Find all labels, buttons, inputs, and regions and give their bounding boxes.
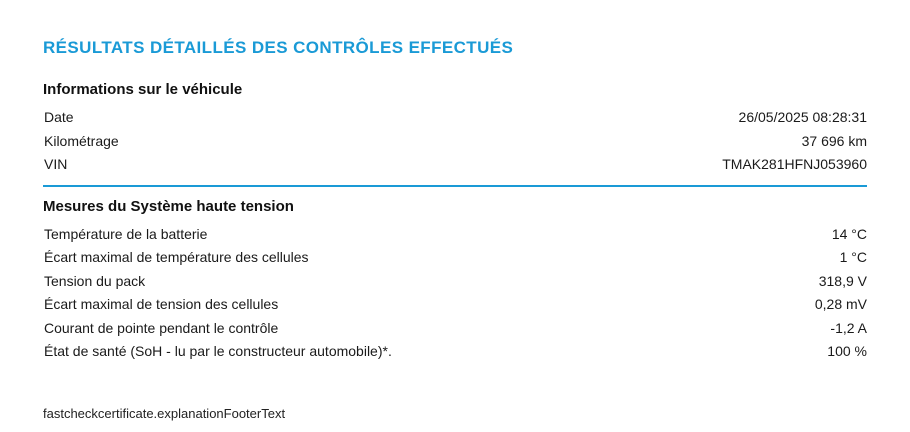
- vehicle-info-rows: [43, 106, 867, 177]
- measure-row-cell-voltage-gap: [43, 293, 867, 317]
- info-row-vin: [43, 153, 867, 177]
- row-value: 14 °C: [831, 225, 867, 242]
- measure-row-battery-temperature: [43, 223, 867, 247]
- row-value: 37 696 km: [801, 132, 867, 149]
- row-label: Tension du pack: [44, 272, 146, 289]
- row-value: 26/05/2025 08:28:31: [738, 109, 867, 125]
- measure-row-cell-temperature-gap: [43, 246, 867, 270]
- measure-row-pack-voltage: [43, 270, 867, 294]
- row-label: État de santé (SoH - lu par le constructeur automobile)*.: [44, 343, 392, 359]
- section-divider: [43, 185, 867, 187]
- row-value: 100 %: [827, 343, 867, 359]
- high-voltage-rows: [43, 223, 867, 364]
- report-container: [43, 38, 867, 364]
- footer-explanation-text: fastcheckcertificate.explanationFooterText: [43, 406, 286, 421]
- measure-row-state-of-health: [43, 340, 867, 364]
- row-value: -1,2 A: [830, 319, 867, 336]
- row-label: Courant de pointe pendant le contrôle: [44, 319, 279, 336]
- vehicle-info-section: [43, 80, 867, 177]
- high-voltage-section: [43, 197, 867, 364]
- info-row-mileage: [43, 130, 867, 154]
- row-label: VIN: [44, 156, 68, 172]
- row-label: Température de la batterie: [44, 225, 208, 242]
- high-voltage-heading: Mesures du Système haute tension: [43, 197, 294, 215]
- row-label: Écart maximal de température des cellules: [44, 249, 309, 265]
- row-label: Kilométrage: [44, 132, 119, 149]
- row-value: TMAK281HFNJ053960: [722, 156, 867, 172]
- report-title: RÉSULTATS DÉTAILLÉS DES CONTRÔLES EFFECTUÉS: [43, 38, 514, 57]
- measure-row-peak-current: [43, 317, 867, 341]
- row-label: Écart maximal de tension des cellules: [44, 296, 279, 312]
- info-row-date: [43, 106, 867, 130]
- row-value: 318,9 V: [818, 272, 867, 289]
- vehicle-info-heading: Informations sur le véhicule: [43, 81, 243, 98]
- row-label: Date: [44, 109, 74, 125]
- row-value: 1 °C: [839, 249, 867, 265]
- row-value: 0,28 mV: [814, 296, 867, 312]
